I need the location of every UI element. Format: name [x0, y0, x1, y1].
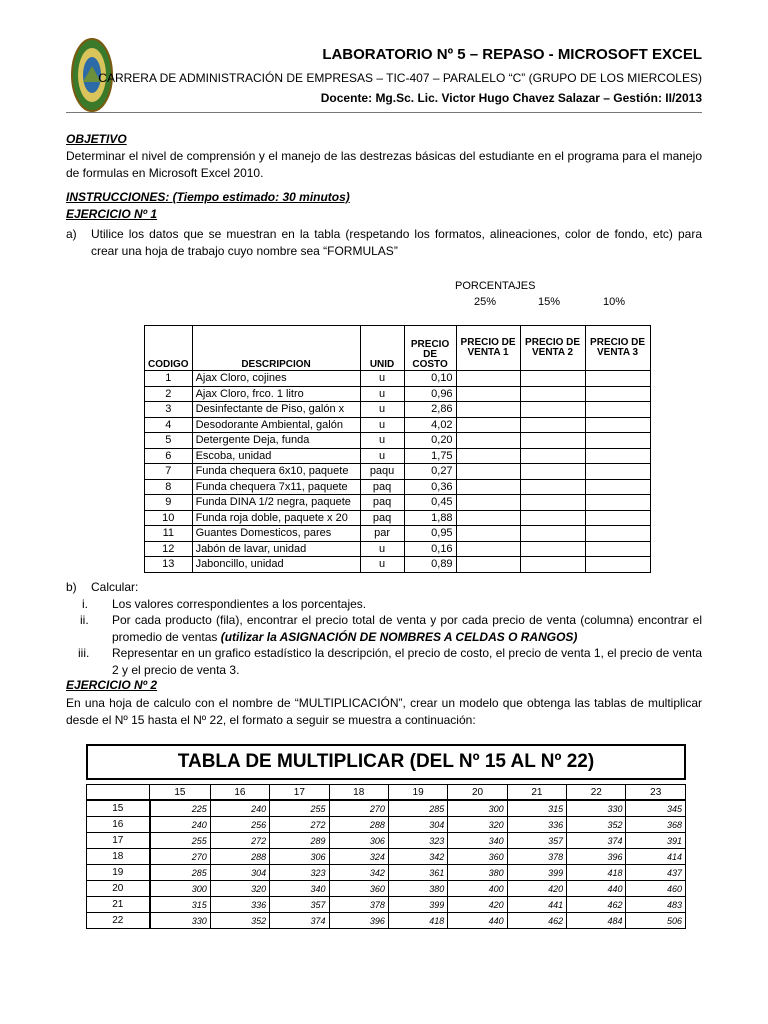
cell-unid: u: [360, 402, 404, 418]
product-cell: 418: [388, 913, 447, 929]
cell-precio-venta-3: [585, 448, 650, 464]
cell-codigo: 13: [145, 557, 193, 573]
product-cell: 400: [448, 881, 507, 897]
table-row: [145, 402, 651, 418]
item-b-text: Calcular:: [91, 580, 139, 594]
cell-precio-costo: 0,10: [404, 371, 456, 387]
table-row: [145, 371, 651, 387]
b-item-2-main: Por cada producto (fila), encontrar el precio total de venta y por cada precio de venta (columna) encontrar el promedio de ventas: [112, 613, 702, 644]
cell-precio-venta-3: [585, 526, 650, 542]
header-codigo: CODIGO: [145, 326, 193, 371]
cell-precio-venta-2: [520, 495, 585, 511]
ejercicio2-text: En una hoja de calculo con el nombre de “MULTIPLICACIÓN”, crear un modelo que obtenga las tablas de multiplicar desde el Nº 15 hasta el Nº 22, el formato a seguir se muestra a continuación:: [66, 696, 702, 727]
cell-precio-venta-3: [585, 417, 650, 433]
multiplication-row: [87, 913, 686, 929]
cell-codigo: 6: [145, 448, 193, 464]
product-cell: 270: [329, 800, 388, 817]
product-cell: 342: [329, 865, 388, 881]
header-precio-venta-1: PRECIO DE VENTA 1: [456, 326, 520, 371]
product-cell: 414: [626, 849, 686, 865]
objetivo-text: Determinar el nivel de comprensión y el manejo de las destrezas básicas del estudiante en el programa para el manejo de formulas en Microsoft Excel 2010.: [66, 149, 702, 180]
cell-precio-venta-1: [456, 510, 520, 526]
product-cell: 285: [388, 800, 447, 817]
product-cell: 391: [626, 833, 686, 849]
product-cell: 330: [150, 913, 211, 929]
cell-precio-costo: 4,02: [404, 417, 456, 433]
product-cell: 483: [626, 897, 686, 913]
product-cell: 418: [567, 865, 626, 881]
cell-precio-venta-3: [585, 433, 650, 449]
cell-unid: paq: [360, 479, 404, 495]
row-header: 22: [87, 913, 150, 929]
table-row: [145, 433, 651, 449]
b-item-2-text: [112, 612, 702, 645]
product-cell: 300: [150, 881, 211, 897]
cell-unid: paq: [360, 495, 404, 511]
multiplication-corner-cell: [87, 785, 150, 801]
cell-precio-venta-2: [520, 557, 585, 573]
product-cell: 340: [270, 881, 329, 897]
product-cell: 270: [150, 849, 211, 865]
cell-precio-venta-3: [585, 510, 650, 526]
cell-precio-venta-2: [520, 464, 585, 480]
cell-precio-venta-1: [456, 371, 520, 387]
cell-precio-venta-2: [520, 526, 585, 542]
row-header: 19: [87, 865, 150, 881]
cell-codigo: 1: [145, 371, 193, 387]
cell-precio-venta-1: [456, 417, 520, 433]
product-cell: 288: [210, 849, 269, 865]
multiplication-row: [87, 833, 686, 849]
table-row: [145, 464, 651, 480]
product-cell: 440: [448, 913, 507, 929]
row-header: 17: [87, 833, 150, 849]
product-cell: 399: [507, 865, 566, 881]
table-row: [145, 386, 651, 402]
cell-precio-costo: 0,20: [404, 433, 456, 449]
cell-precio-venta-2: [520, 541, 585, 557]
multiplication-table-block: [86, 744, 686, 929]
cell-precio-costo: 2,86: [404, 402, 456, 418]
product-cell: 352: [567, 817, 626, 833]
cell-unid: u: [360, 417, 404, 433]
cell-precio-costo: 0,45: [404, 495, 456, 511]
cell-codigo: 10: [145, 510, 193, 526]
product-cell: 360: [329, 881, 388, 897]
product-cell: 240: [210, 800, 269, 817]
cell-descripcion: Funda chequera 6x10, paquete: [192, 464, 360, 480]
cell-precio-costo: 1,88: [404, 510, 456, 526]
product-cell: 323: [388, 833, 447, 849]
cell-codigo: 3: [145, 402, 193, 418]
row-header: 18: [87, 849, 150, 865]
product-cell: 289: [270, 833, 329, 849]
b-item-3-number: iii.: [78, 646, 90, 660]
cell-precio-venta-3: [585, 464, 650, 480]
cell-descripcion: Escoba, unidad: [192, 448, 360, 464]
column-header: 17: [270, 785, 329, 801]
product-cell: 378: [507, 849, 566, 865]
multiplication-row: [87, 849, 686, 865]
cell-precio-venta-1: [456, 479, 520, 495]
cell-precio-venta-3: [585, 402, 650, 418]
cell-descripcion: Ajax Cloro, frco. 1 litro: [192, 386, 360, 402]
product-cell: 506: [626, 913, 686, 929]
product-cell: 336: [507, 817, 566, 833]
cell-codigo: 9: [145, 495, 193, 511]
header-divider: [66, 112, 702, 113]
porcentaje-2: 15%: [538, 296, 561, 308]
cell-precio-venta-2: [520, 433, 585, 449]
product-cell: 441: [507, 897, 566, 913]
header-descripcion: DESCRIPCION: [192, 326, 360, 371]
cell-codigo: 7: [145, 464, 193, 480]
header-precio-venta-3: PRECIO DE VENTA 3: [585, 326, 650, 371]
column-header: 21: [507, 785, 566, 801]
cell-codigo: 5: [145, 433, 193, 449]
product-cell: 320: [448, 817, 507, 833]
product-cell: 320: [210, 881, 269, 897]
table-row: [145, 510, 651, 526]
cell-unid: u: [360, 541, 404, 557]
product-cell: 420: [507, 881, 566, 897]
product-cell: 380: [388, 881, 447, 897]
porcentajes-label: PORCENTAJES: [455, 280, 536, 292]
cell-precio-venta-1: [456, 464, 520, 480]
cell-codigo: 12: [145, 541, 193, 557]
cell-precio-venta-1: [456, 402, 520, 418]
cell-precio-venta-1: [456, 495, 520, 511]
porcentaje-3: 10%: [603, 296, 626, 308]
product-cell: 462: [507, 913, 566, 929]
product-cell: 342: [388, 849, 447, 865]
product-cell: 300: [448, 800, 507, 817]
product-cell: 374: [567, 833, 626, 849]
b-item-1-number: i.: [82, 597, 88, 611]
cell-precio-venta-1: [456, 433, 520, 449]
item-a-text: Utilice los datos que se muestran en la tabla (respetando los formatos, alineaciones, color de fondo, etc) para crear una hoja de trabajo cuyo nombre sea “FORMULAS”: [91, 227, 702, 258]
cell-descripcion: Jaboncillo, unidad: [192, 557, 360, 573]
multiplication-table-title: TABLA DE MULTIPLICAR (DEL Nº 15 AL Nº 22): [86, 744, 686, 780]
cell-precio-venta-3: [585, 479, 650, 495]
cell-precio-venta-2: [520, 371, 585, 387]
product-cell: 340: [448, 833, 507, 849]
table-row: [145, 448, 651, 464]
product-cell: 437: [626, 865, 686, 881]
product-cell: 380: [448, 865, 507, 881]
cell-precio-venta-2: [520, 448, 585, 464]
product-cell: 420: [448, 897, 507, 913]
cell-descripcion: Ajax Cloro, cojines: [192, 371, 360, 387]
cell-descripcion: Funda DINA 1/2 negra, paquete: [192, 495, 360, 511]
cell-precio-costo: 0,36: [404, 479, 456, 495]
cell-unid: paq: [360, 510, 404, 526]
product-cell: 285: [150, 865, 211, 881]
ejercicio2-heading: EJERCICIO Nº 2: [66, 678, 158, 692]
cell-precio-venta-3: [585, 557, 650, 573]
cell-precio-costo: 1,75: [404, 448, 456, 464]
product-cell: 361: [388, 865, 447, 881]
cell-descripcion: Funda chequera 7x11, paquete: [192, 479, 360, 495]
cell-unid: u: [360, 386, 404, 402]
cell-precio-venta-2: [520, 386, 585, 402]
cell-unid: paqu: [360, 464, 404, 480]
cell-precio-venta-2: [520, 417, 585, 433]
column-header: 22: [567, 785, 626, 801]
product-cell: 462: [567, 897, 626, 913]
cell-descripcion: Desinfectante de Piso, galón x: [192, 402, 360, 418]
cell-precio-costo: 0,16: [404, 541, 456, 557]
column-header: 15: [150, 785, 211, 801]
product-cell: 306: [270, 849, 329, 865]
cell-codigo: 11: [145, 526, 193, 542]
product-cell: 396: [567, 849, 626, 865]
multiplication-row: [87, 800, 686, 817]
cell-precio-venta-3: [585, 371, 650, 387]
row-header: 20: [87, 881, 150, 897]
cell-precio-venta-3: [585, 541, 650, 557]
cell-precio-costo: 0,27: [404, 464, 456, 480]
product-cell: 288: [329, 817, 388, 833]
cell-codigo: 8: [145, 479, 193, 495]
product-cell: 399: [388, 897, 447, 913]
objetivo-heading: OBJETIVO: [66, 132, 127, 146]
cell-unid: u: [360, 371, 404, 387]
cell-precio-costo: 0,89: [404, 557, 456, 573]
b-item-3-text: Representar en un grafico estadístico la descripción, el precio de costo, el precio de venta 1, el precio de venta 2 y el precio de venta 3.: [112, 646, 702, 677]
header-docente: Docente: Mg.Sc. Lic. Victor Hugo Chavez Salazar – Gestión: II/2013: [320, 91, 702, 105]
product-cell: 256: [210, 817, 269, 833]
cell-descripcion: Funda roja doble, paquete x 20: [192, 510, 360, 526]
product-cell: 255: [270, 800, 329, 817]
column-header: 23: [626, 785, 686, 801]
item-b-label: b): [66, 580, 77, 594]
cell-precio-venta-3: [585, 495, 650, 511]
table-row: [145, 417, 651, 433]
product-cell: 368: [626, 817, 686, 833]
row-header: 15: [87, 800, 150, 817]
product-cell: 255: [150, 833, 211, 849]
cell-unid: par: [360, 526, 404, 542]
multiplication-row: [87, 881, 686, 897]
cell-descripcion: Guantes Domesticos, pares: [192, 526, 360, 542]
header-subtitle: CARRERA DE ADMINISTRACIÓN DE EMPRESAS – TIC-407 – PARALELO “C” (GRUPO DE LOS MIERCOLES): [98, 71, 702, 85]
row-header: 21: [87, 897, 150, 913]
product-cell: 304: [388, 817, 447, 833]
item-a-label: a): [66, 227, 77, 241]
column-header: 18: [329, 785, 388, 801]
product-cell: 324: [329, 849, 388, 865]
ejercicio1-heading: EJERCICIO Nº 1: [66, 207, 158, 221]
product-cell: 460: [626, 881, 686, 897]
product-cell: 306: [329, 833, 388, 849]
cell-precio-venta-2: [520, 479, 585, 495]
header-title: LABORATORIO Nº 5 – REPASO - MICROSOFT EXCEL: [322, 46, 702, 63]
table-row: [145, 495, 651, 511]
instrucciones-heading: INSTRUCCIONES: (Tiempo estimado: 30 minutos): [66, 190, 350, 204]
cell-precio-costo: 0,95: [404, 526, 456, 542]
product-cell: 396: [329, 913, 388, 929]
row-header: 16: [87, 817, 150, 833]
b-item-1-text: Los valores correspondientes a los porcentajes.: [112, 597, 367, 611]
cell-descripcion: Desodorante Ambiental, galón: [192, 417, 360, 433]
cell-descripcion: Detergente Deja, funda: [192, 433, 360, 449]
product-cell: 357: [270, 897, 329, 913]
formulas-table: [144, 325, 651, 573]
product-cell: 374: [270, 913, 329, 929]
cell-precio-venta-1: [456, 386, 520, 402]
column-header: 20: [448, 785, 507, 801]
cell-precio-venta-1: [456, 541, 520, 557]
product-cell: 304: [210, 865, 269, 881]
cell-codigo: 2: [145, 386, 193, 402]
cell-precio-venta-3: [585, 386, 650, 402]
header-unid: UNID: [360, 326, 404, 371]
multiplication-table: [86, 784, 686, 929]
cell-precio-venta-2: [520, 402, 585, 418]
cell-precio-costo: 0,96: [404, 386, 456, 402]
product-cell: 240: [150, 817, 211, 833]
product-cell: 484: [567, 913, 626, 929]
cell-codigo: 4: [145, 417, 193, 433]
cell-precio-venta-2: [520, 510, 585, 526]
product-cell: 357: [507, 833, 566, 849]
product-cell: 272: [270, 817, 329, 833]
cell-unid: u: [360, 448, 404, 464]
cell-precio-venta-1: [456, 448, 520, 464]
product-cell: 315: [507, 800, 566, 817]
multiplication-row: [87, 897, 686, 913]
multiplication-row: [87, 865, 686, 881]
product-cell: 360: [448, 849, 507, 865]
product-cell: 315: [150, 897, 211, 913]
product-cell: 345: [626, 800, 686, 817]
product-cell: 323: [270, 865, 329, 881]
product-cell: 378: [329, 897, 388, 913]
b-item-2-number: ii.: [80, 613, 89, 627]
cell-descripcion: Jabón de lavar, unidad: [192, 541, 360, 557]
table-row: [145, 479, 651, 495]
product-cell: 330: [567, 800, 626, 817]
column-header: 16: [210, 785, 269, 801]
header-precio-venta-2: PRECIO DE VENTA 2: [520, 326, 585, 371]
cell-precio-venta-1: [456, 526, 520, 542]
product-cell: 352: [210, 913, 269, 929]
cell-precio-venta-1: [456, 557, 520, 573]
header-precio-costo: PRECIO DE COSTO: [404, 326, 456, 371]
b-item-2-emphasis: (utilizar la ASIGNACIÓN DE NOMBRES A CELDAS O RANGOS): [220, 629, 578, 644]
cell-unid: u: [360, 557, 404, 573]
column-header: 19: [388, 785, 447, 801]
multiplication-header-row: [87, 785, 686, 801]
porcentaje-1: 25%: [474, 296, 497, 308]
cell-unid: u: [360, 433, 404, 449]
table-row: [145, 557, 651, 573]
product-cell: 272: [210, 833, 269, 849]
multiplication-row: [87, 817, 686, 833]
product-cell: 225: [150, 800, 211, 817]
table-row: [145, 541, 651, 557]
table-row: [145, 526, 651, 542]
product-cell: 336: [210, 897, 269, 913]
product-cell: 440: [567, 881, 626, 897]
table-header-row: [145, 326, 651, 371]
